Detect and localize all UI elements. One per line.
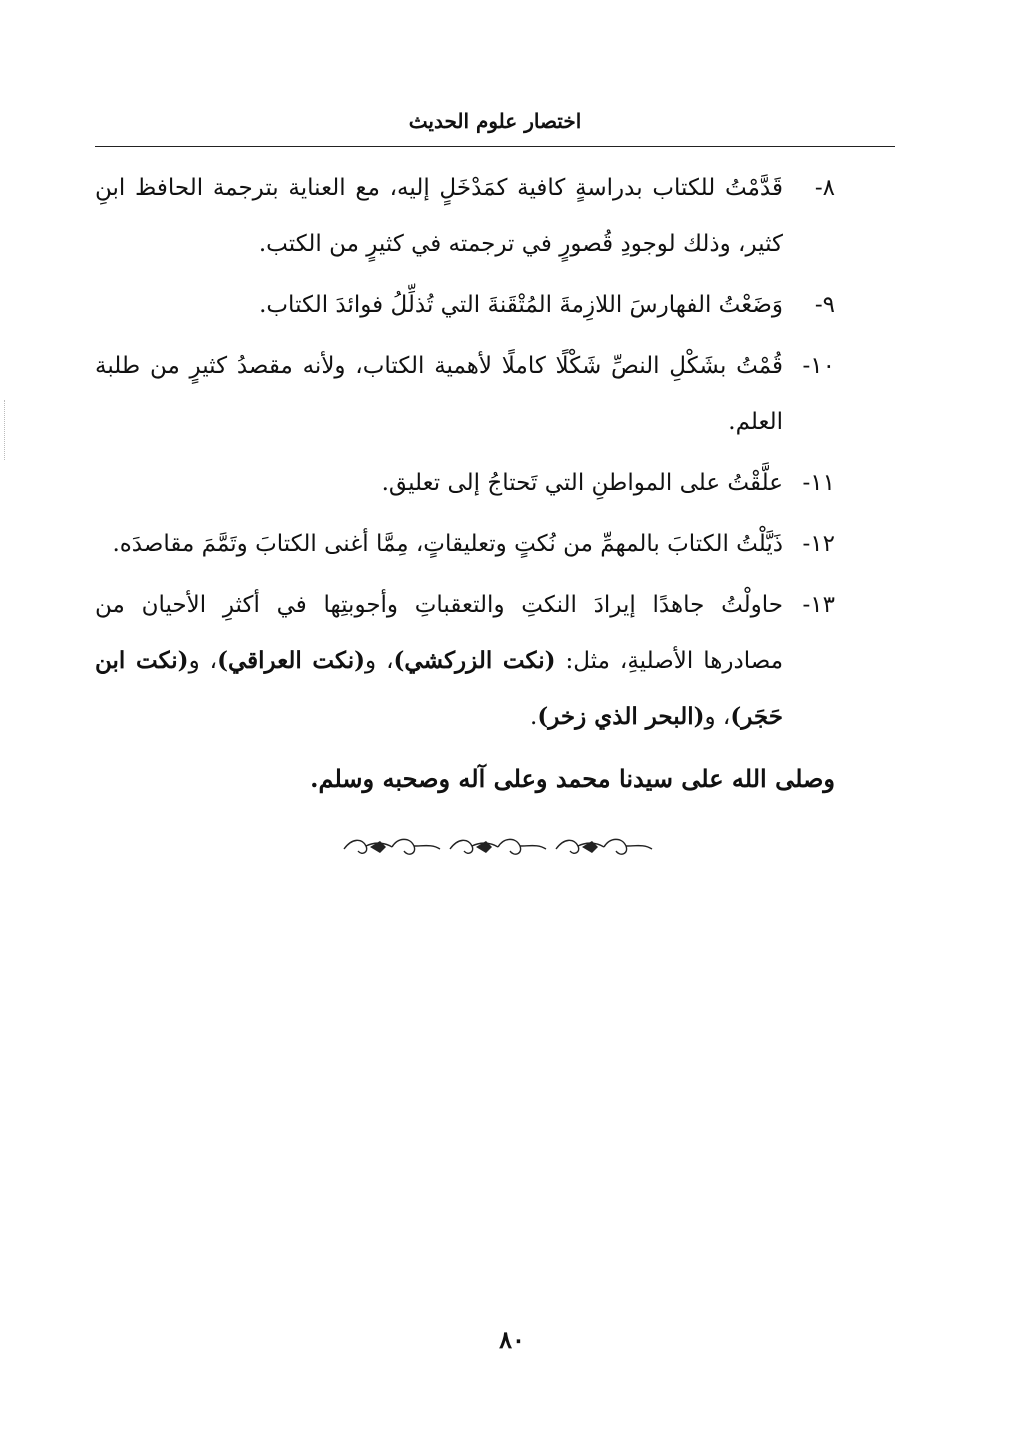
running-header: اختصار علوم الحديث [408,109,582,133]
item-text: علَّقْتُ على المواطنِ التي تَحتاجُ إلى تعليق. [381,470,783,496]
reference-title: (البحر الذي زخر) [537,703,705,730]
item-text [95,577,783,745]
body-text [95,160,835,807]
item-number: ١٢- [802,531,835,557]
list-item [95,455,835,511]
item-number: ١١- [802,470,835,496]
item-number: ١٣- [802,592,835,618]
ornament-unit [556,839,652,854]
list-item [95,277,835,333]
floral-divider-icon [340,832,660,862]
list-item [95,160,835,272]
item-text-intro: حاولْتُ جاهدًا إيرادَ النكتِ والتعقباتِ وأجوبتِها في أكثرِ الأحيان من مصادرها الأصليةِ، مثل: [95,592,784,674]
item-text: قَدَّمْتُ للكتاب بدراسةٍ كافية كمَدْخَلٍ إليه، مع العناية بترجمة الحافظ ابنِ كثير، وذلك لوجودِ قُصورٍ في ترجمته في كثيرٍ من الكتب. [95,175,783,257]
scan-edge-marks [4,400,7,460]
closing-benediction: وصلى الله على سيدنا محمد وعلى آله وصحبه وسلم. [310,764,835,793]
reference-title: (نكت العراقي) [217,647,365,674]
header-rule [95,146,895,147]
separator: ، و [704,704,731,730]
item-text: ذَيَّلْتُ الكتابَ بالمهمِّ من نُكتٍ وتعليقاتٍ، مِمَّا أغنى الكتابَ وتَمَّمَ مقاصدَه. [112,531,783,557]
ornament-unit [450,839,546,854]
item-text: وَضَعْتُ الفهارسَ اللازِمةَ المُتْقَنةَ التي تُذلِّلُ فوائدَ الكتاب. [259,292,783,318]
item-number: ٩- [814,292,835,318]
item-number: ١٠- [802,353,835,379]
list-item [95,577,835,745]
list-item [95,516,835,572]
item-text: قُمْتُ بشَكْلِ النصِّ شَكْلًا كاملًا لأهمية الكتاب، ولأنه مقصدُ كثيرٍ من طلبة العلم. [95,353,783,435]
terminal-period: . [530,704,538,730]
reference-title: (نكت الزركشي) [393,647,556,674]
item-number: ٨- [814,175,835,201]
reference-title: (نكت ابن حَجَر) [95,647,783,730]
separator: ، و [188,648,218,674]
separator: ، و [364,648,394,674]
page-number: ٨٠ [499,1325,525,1354]
ornament-unit [344,839,440,854]
list-item [95,338,835,450]
